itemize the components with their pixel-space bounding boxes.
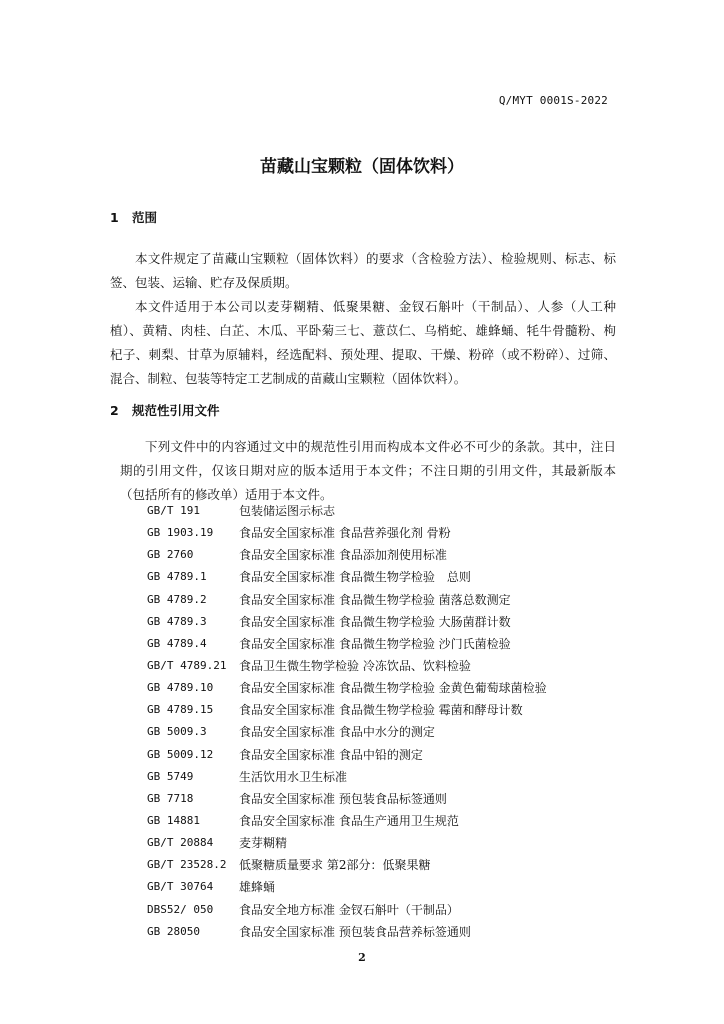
reference-code: GB 5749 [147,769,194,783]
reference-title: 食品安全地方标准 金钗石斛叶（干制品） [239,902,459,917]
reference-title: 食品安全国家标准 预包装食品标签通则 [239,791,447,806]
reference-row [147,544,617,566]
reference-code: DBS52/ 050 [147,902,214,916]
reference-code: GB/T 23528.2 [147,858,227,872]
reference-code: GB 5009.3 [147,725,207,739]
reference-row [147,500,617,522]
reference-row [147,766,617,788]
reference-code: GB 28050 [147,924,200,938]
reference-title: 食品安全国家标准 食品微生物学检验 金黄色葡萄球菌检验 [239,681,547,696]
reference-row [147,677,617,699]
section-1-title: 范围 [132,210,158,225]
reference-row [147,810,617,832]
reference-title: 麦芽糊精 [239,836,288,851]
reference-title: 生活饮用水卫生标准 [239,769,348,784]
reference-title: 食品安全国家标准 食品微生物学检验 菌落总数测定 [239,592,511,607]
reference-title: 食品安全国家标准 食品微生物学检验 大肠菌群计数 [239,614,511,629]
reference-title: 雄蜂蛹 [239,880,276,895]
reference-code: GB 4789.15 [147,703,214,717]
references-intro-paragraph: 下列文件中的内容通过文中的规范性引用而构成本文件必不可少的条款。其中，注日期的引用文件，仅该日期对应的版本适用于本文件；不注日期的引用文件，其最新版本（包括所有的修改单）适用于本文件。 [120,439,616,502]
reference-code: GB 7718 [147,791,194,805]
reference-code: GB/T 30764 [147,880,214,894]
reference-row [147,699,617,721]
section-2-heading [110,401,220,419]
page-number: 2 [358,951,366,964]
reference-code: GB 4789.1 [147,570,207,584]
reference-row [147,788,617,810]
reference-row [147,854,617,876]
reference-row [147,832,617,854]
reference-code: GB 4789.4 [147,636,207,650]
scope-paragraph-1: 本文件规定了苗藏山宝颗粒（固体饮料）的要求（含检验方法）、检验规则、标志、标签、包装、运输、贮存及保质期。 [110,251,616,290]
reference-title: 食品卫生微生物学检验 冷冻饮品、饮料检验 [239,658,471,673]
reference-code: GB/T 4789.21 [147,658,227,672]
reference-row [147,655,617,677]
reference-code: GB 14881 [147,813,200,827]
reference-title: 食品安全国家标准 食品微生物学检验 总则 [239,570,471,585]
section-2-title: 规范性引用文件 [132,403,220,418]
reference-row [147,876,617,898]
reference-code: GB 1903.19 [147,526,214,540]
document-title: 苗藏山宝颗粒（固体饮料） [260,157,464,177]
reference-row [147,633,617,655]
reference-row [147,522,617,544]
section-2-number: 2 [110,403,119,418]
reference-code: GB/T 191 [147,504,200,517]
scope-paragraph-2: 本文件适用于本公司以麦芽糊精、低聚果糖、金钗石斛叶（干制品）、人参（人工种植）、黄精、肉桂、白芷、木瓜、平卧菊三七、薏苡仁、乌梢蛇、雄蜂蛹、牦牛骨髓粉、枸杞子、刺梨、甘草为原辅料，经选配料、预处理、提取、干燥、粉碎（或不粉碎）、过筛、混合、制粒、包装等特定工艺制成的苗藏山宝颗粒（固体饮料）。 [110,299,616,386]
reference-code: GB/T 20884 [147,836,214,850]
reference-code: GB 4789.10 [147,681,214,695]
reference-title: 食品安全国家标准 食品生产通用卫生规范 [239,813,459,828]
reference-title: 包装储运图示标志 [239,504,336,518]
reference-title: 食品安全国家标准 食品营养强化剂 骨粉 [239,526,451,541]
reference-code: GB 5009.12 [147,747,214,761]
section-1-heading [110,208,157,226]
reference-list [147,500,617,943]
reference-row [147,611,617,633]
reference-title: 食品安全国家标准 食品微生物学检验 沙门氏菌检验 [239,636,511,651]
reference-row [147,921,617,943]
reference-row [147,744,617,766]
reference-code: GB 4789.3 [147,614,207,628]
reference-title: 食品安全国家标准 食品中水分的测定 [239,725,435,740]
reference-row [147,721,617,743]
reference-row [147,899,617,921]
reference-title: 食品安全国家标准 食品添加剂使用标准 [239,548,447,563]
reference-title: 低聚糖质量要求 第2部分：低聚果糖 [239,858,431,873]
reference-row [147,566,617,588]
document-code: Q/MYT 0001S-2022 [498,94,608,107]
section-1-number: 1 [110,210,119,225]
reference-row [147,589,617,611]
reference-title: 食品安全国家标准 预包装食品营养标签通则 [239,924,471,939]
reference-code: GB 2760 [147,548,194,562]
reference-title: 食品安全国家标准 食品中铅的测定 [239,747,423,762]
reference-code: GB 4789.2 [147,592,207,606]
reference-title: 食品安全国家标准 食品微生物学检验 霉菌和酵母计数 [239,703,523,718]
